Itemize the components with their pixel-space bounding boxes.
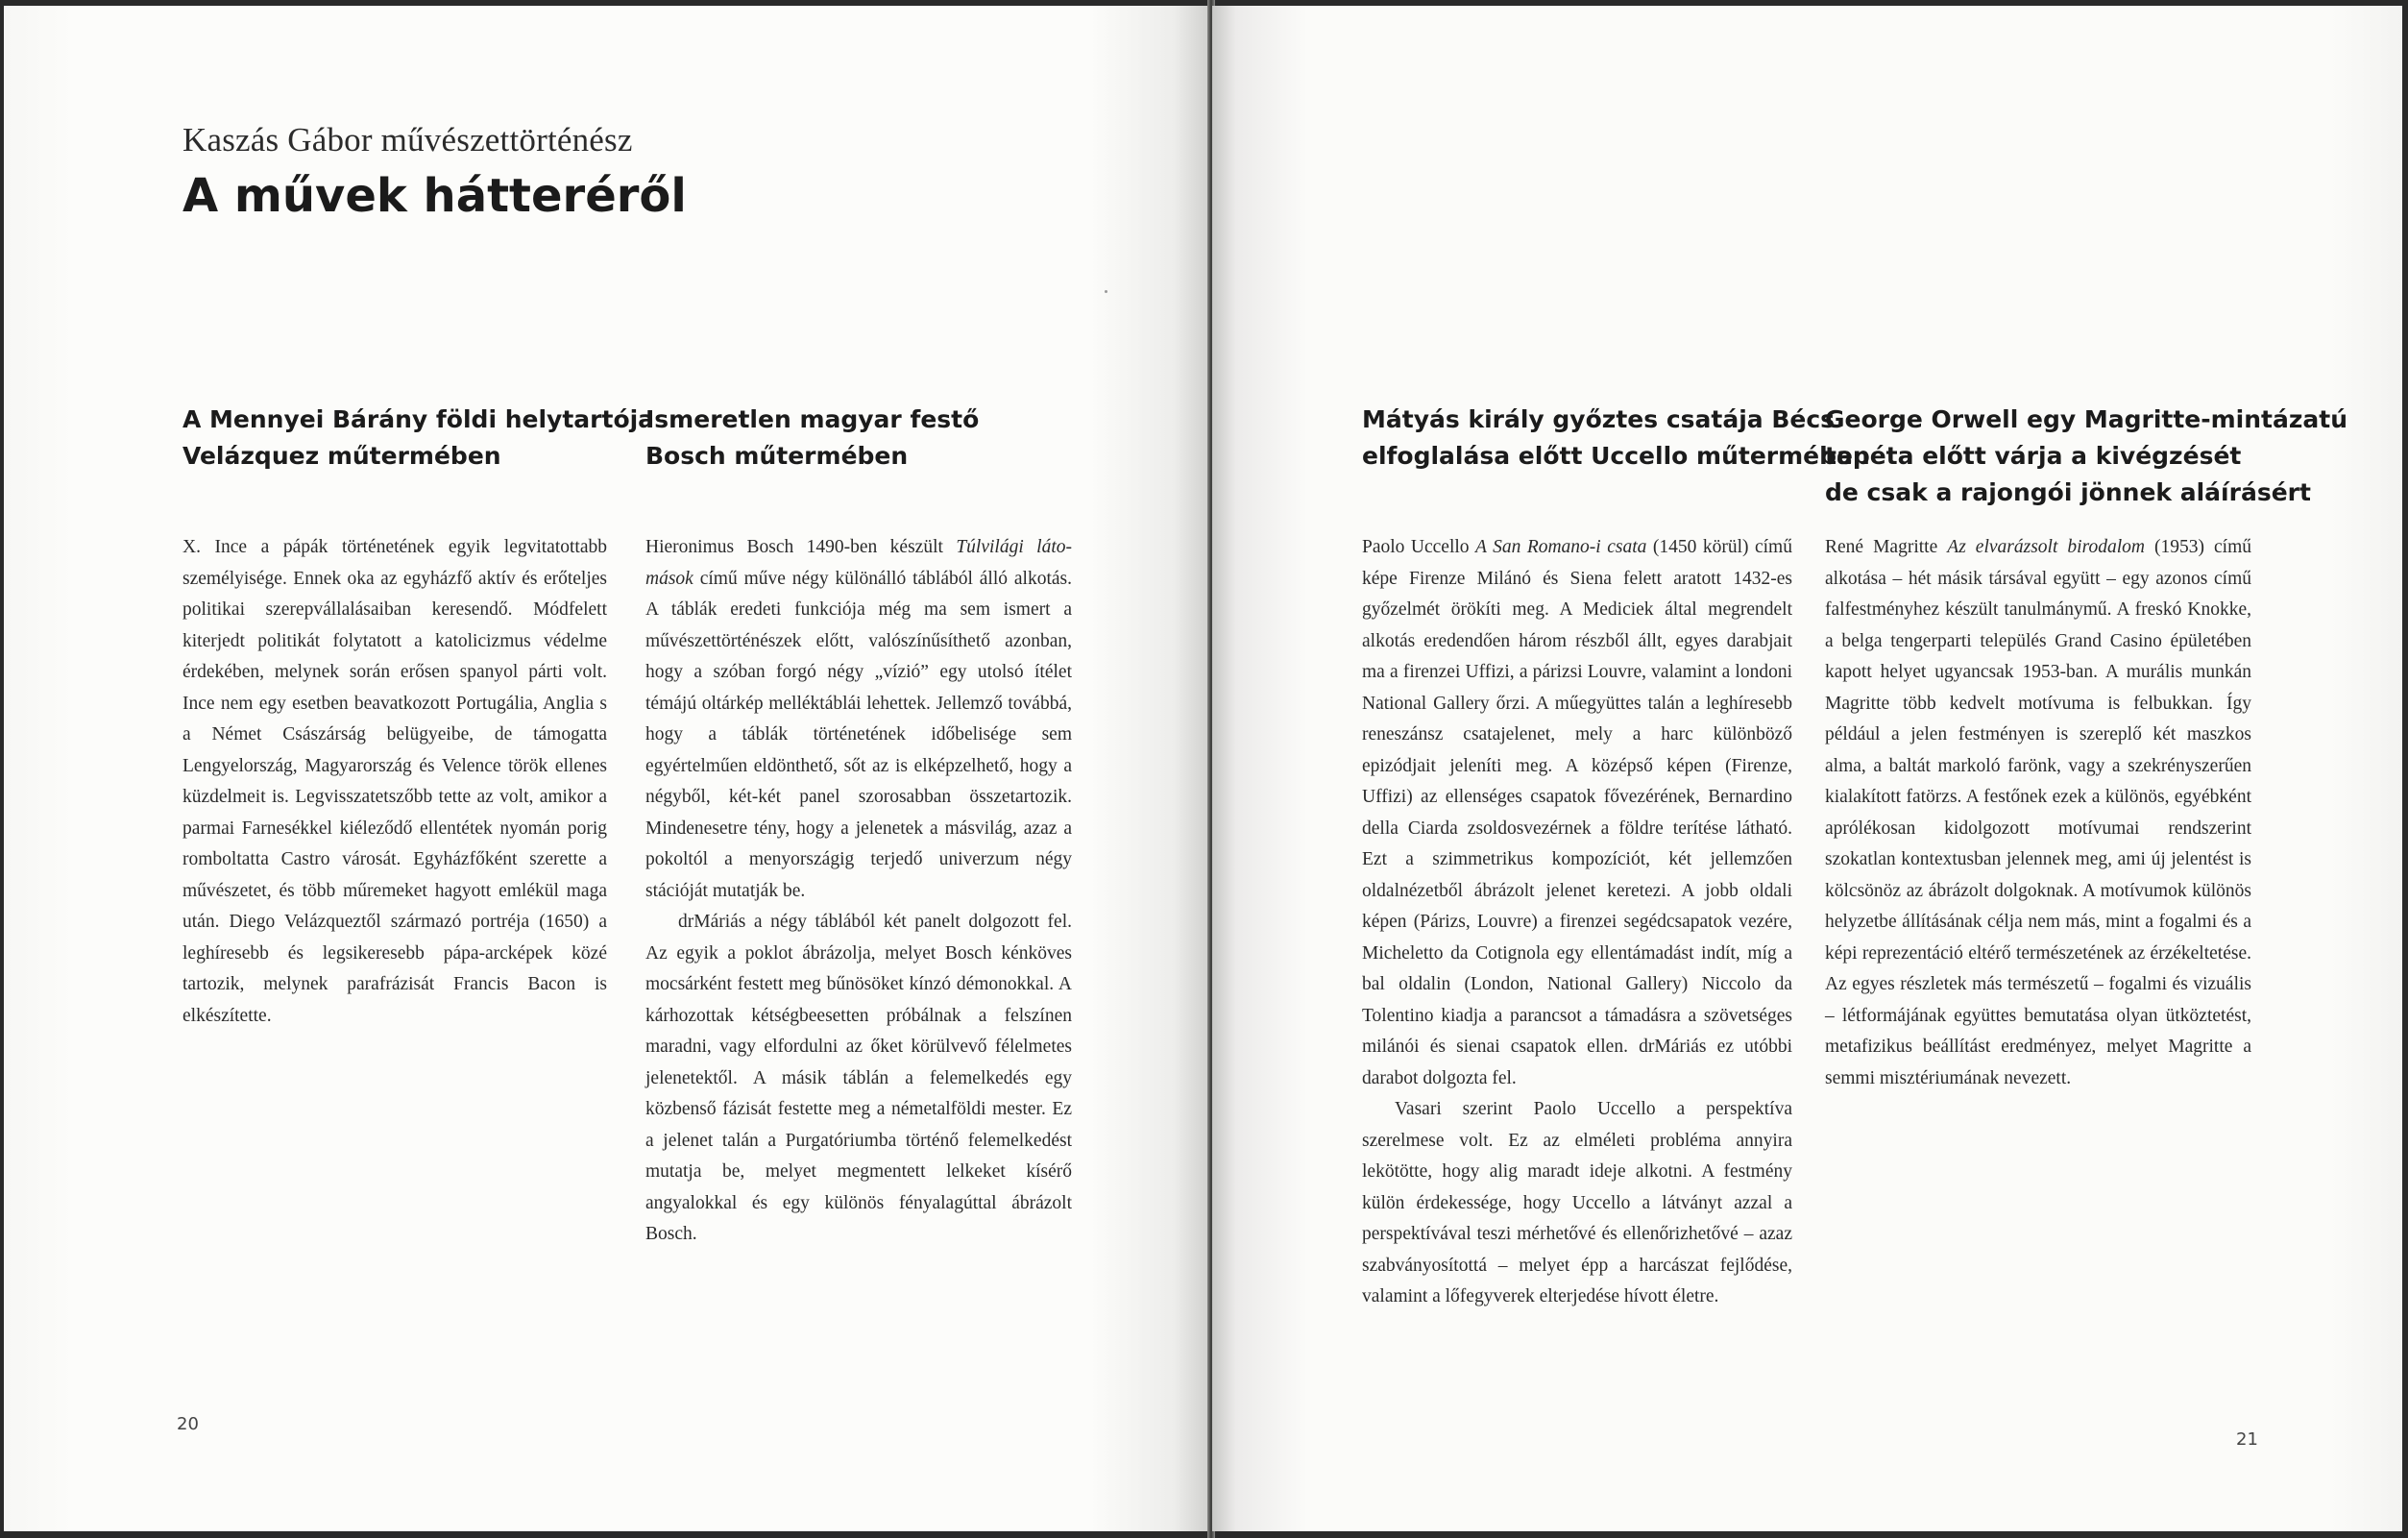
section-heading-line: Velázquez műtermében <box>182 442 501 470</box>
column-velazquez <box>182 532 607 1032</box>
paragraph: Vasari szerint Paolo Uccello a perspektíva szerelmese volt. Ez az elméleti probléma annyira lekötötte, hogy alig maradt ideje alkotni. A festmény külön érdekessége, hogy Uccello a látványt azzal a perspektívával teszi mérhetővé és ellenőrizhetővé – azaz szabványosítottá – melyet épp a harcászat fejlődése, valamint a lőfegyverek elterjedése hívott életre. <box>1362 1099 1792 1306</box>
text-run: (1450 körül) című képe Firenze Milánó és Siena felett aratott 1432-es győzelmét örökíti meg. A Mediciek által megrendelt alkotás eredendően három részből állt, egyes darabjait ma a firenzei Uffizi, a párizsi Louvre, valamint a londoni National Gallery őrzi. A műegyüttes talán a leghíresebb reneszánsz csatajelenet, mely a harc különböző epizódjait jeleníti meg. A középső képen (Firenze, Uffizi) az ellenséges csapatok fővezérének, Bernardino della Ciarda zsoldosvezérnek a földre terítése látható. Ezt a szimmetrikus kompozíciót, két jellemzően oldalnézetből ábrázolt jelenet keretezi. A jobb oldali képen (Párizs, Louvre) a firenzei segédcsapatok vezére, Micheletto da Cotignola egy ellentámadást indít, míg a bal oldalin (London, National Gallery) Niccolo da Tolentino kiadja a parancsot a támadásra a szövetséges milánói és sienai csapatok ellen. drMáriás ez utóbbi darabot dolgozta fel. <box>1362 537 1792 1088</box>
section-heading-line: elfoglalása előtt Uccello műtermében <box>1362 442 1870 470</box>
paragraph: X. Ince a pápák történetének egyik legvitatottabb személyisége. Ennek oka az egyházfő aktív és erőteljes politikai szerepvállalásaiban keresendő. Módfelett kiterjedt politikát folytatott a katolicizmus védelme érdekében, melynek során erősen spanyol párti volt. Ince nem egy esetben beavatkozott Portugália, Anglia s a Német Császárság belügyeibe, de támogatta Lengyelország, Magyarország és Velence török ellenes küzdelmeit is. Legvisszatetszőbb tette az volt, amikor a parmai Farnesékkel kiéleződő ellentétek nyomán porig romboltatta Castro városát. Egyházfőként szerette a művészetet, és több műremeket hagyott emlékül maga után. Diego Velázqueztől származó portréja (1650) a leghíresebb és legsikeresebb pápa-arcképek közé tartozik, melynek parafrázisát Francis Bacon is elkészítette. <box>182 537 607 1026</box>
page-number: 20 <box>177 1414 199 1434</box>
section-heading-bosch <box>645 402 979 475</box>
section-heading-uccello <box>1362 402 1870 475</box>
page-number: 21 <box>2236 1429 2258 1450</box>
section-heading-line: Mátyás király győztes csatája Bécs <box>1362 405 1836 433</box>
section-heading-line: de csak a rajongói jönnek aláírásért <box>1825 478 2311 506</box>
section-heading-line: Bosch műtermében <box>645 442 909 470</box>
text-run: című műve négy különálló táblából álló alkotás. A táblák eredeti funkciója még ma sem ismert a művészettörténészek előtt, valószínűsíthető azonban, hogy a szóban forgó négy „vízió” egy utolsó ítélet témájú oltárkép melléktáblái lehettek. Jellemző továbbá, hogy a táblák történetének időbelisége sem egyértelműen eldönthető, sőt az is elképzelhető, hogy a négyből, két-két panel szorosabban összetartozik. Mindenesetre tény, hogy a jelenetek a másvilág, azaz a pokoltól a menyországig terjedő univerzum négy stációját mutatják be. <box>645 568 1072 901</box>
text-run: Paolo Uccello <box>1362 537 1476 557</box>
page-title: A művek hátteréről <box>182 169 687 223</box>
left-page <box>4 6 1210 1531</box>
artwork-title: Túlvilági látomások <box>645 537 1072 589</box>
paragraph: drMáriás a négy táblából két panelt dolgozott fel. Az egyik a poklot ábrázolja, melyet Bosch kénköves mocsárként festett meg bűnösöket kínzó démonokkal. A kárhozottak kétségbeesetten próbálnak a felszínen maradni, vagy elfordulni az őket körülvevő félelmetes jelenetektől. A másik táblán a felemelkedés egy közbenső fázisát festette meg a németalföldi mester. Ez a jelenet talán a Purgatóriumba történő felemelkedést mutatja be, melyet megmentett lelkeket kísérő angyalokkal és egy különös fényalagúttal ábrázolt Bosch. <box>645 912 1072 1244</box>
section-heading-line: tapéta előtt várja a kivégzését <box>1825 442 2242 470</box>
text-run: (1953) című alkotása – hét másik társával együtt – egy azonos című falfestményhez készült tanulmánymű. A freskó Knokke, a belga tengerparti település Grand Casino épületében kapott helyet ugyancsak 1953-ban. A murális munkán Magritte több kedvelt motívuma is felbukkan. Így például a jelen festményen is szereplő két maszkos alma, a baltát markoló farönk, vagy a szekrényszerűen kialakított fatörzs. A festőnek ezek a különös, egyébként aprólékosan kidolgozott motívumai rendszerint szokatlan kontextusban jelennek meg, ami új jelentést is kölcsönöz az ábrázolt dolgoknak. A motívumok különös helyzetbe állításának célja nem más, mint a fogalmi és a képi reprezentáció eltérő természetének az érzékeltetése. Az egyes részletek más természetű – fogalmi és vizuális – létformájának együttes bemutatása olyan ütköztetést, metafizikus beállítást eredményez, melyet Magritte a semmi misztériumának nevezett. <box>1825 537 2251 1088</box>
text-run: René Magritte <box>1825 537 1948 557</box>
column-bosch <box>645 532 1072 1251</box>
section-heading-velazquez <box>182 402 654 475</box>
artwork-title: Az elvarázsolt birodalom <box>1947 537 2145 557</box>
text-run: Hieronimus Bosch 1490-ben készült <box>645 537 957 557</box>
right-page <box>1212 6 2402 1531</box>
section-heading-line: A Mennyei Bárány földi helytartója <box>182 405 655 433</box>
artwork-title: A San Romano-i csata <box>1475 537 1647 557</box>
paragraph <box>645 532 1072 907</box>
section-heading-line: Ismeretlen magyar festő <box>645 405 980 433</box>
column-magritte <box>1825 532 2251 1094</box>
section-heading-line: George Orwell egy Magritte-mintázatú <box>1825 405 2348 433</box>
paragraph <box>1825 532 2251 1094</box>
column-uccello <box>1362 532 1792 1313</box>
paper-speck <box>1105 290 1107 293</box>
paragraph <box>1362 532 1792 1094</box>
section-heading-magritte <box>1825 402 2347 511</box>
author-kicker: Kaszás Gábor művészettörténész <box>182 121 633 159</box>
